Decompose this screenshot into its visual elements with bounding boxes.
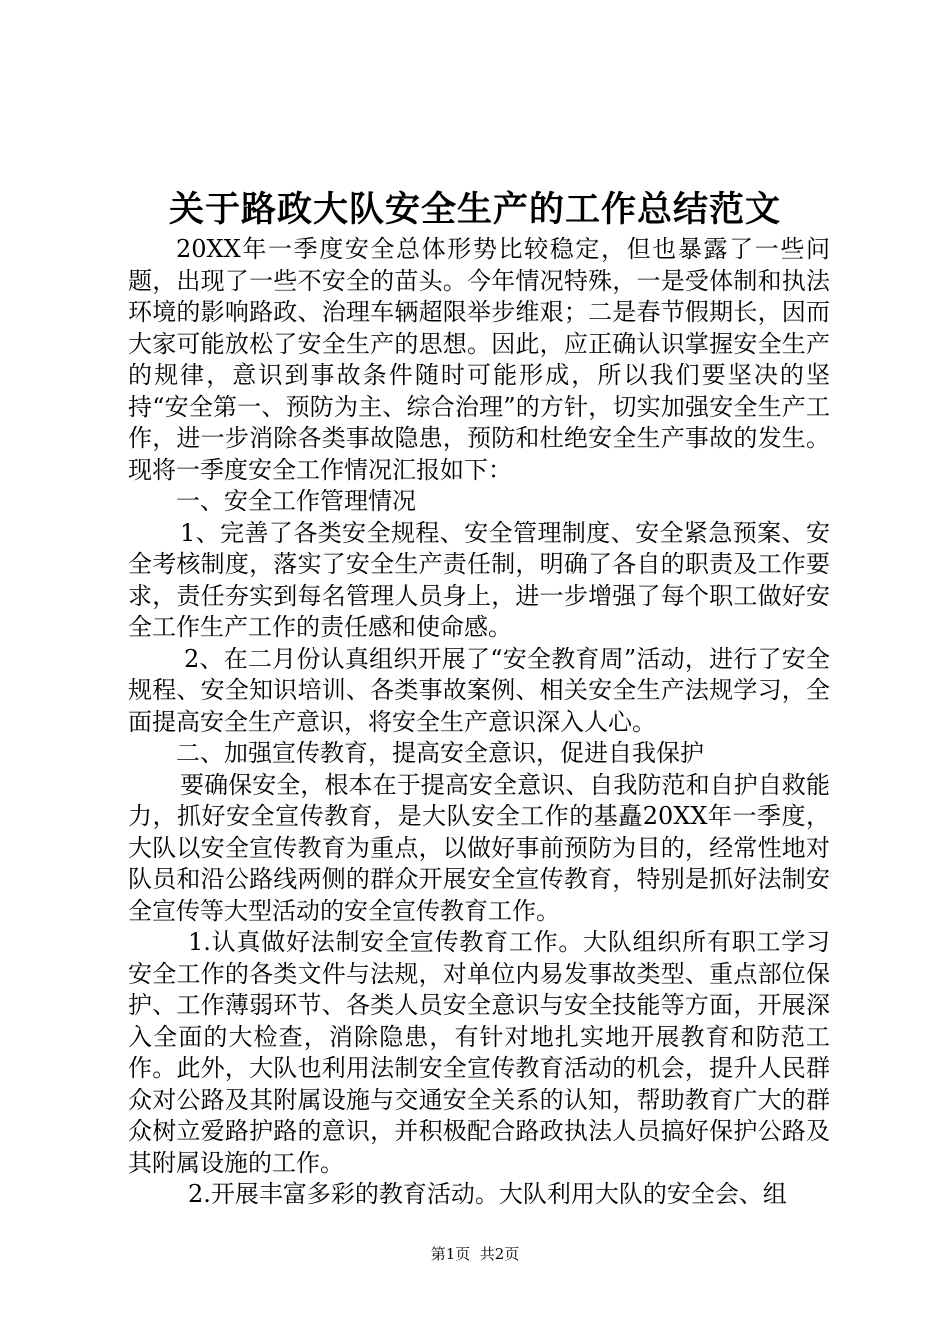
- paragraph-safety-awareness: 要确保安全，根本在于提高安全意识、自我防范和自护自救能力，抓好安全宣传教育，是大队安全工作的基矗20XX年一季度，大队以安全宣传教育为重点，以做好事前预防为目的，经常性地对队员和沿公路线两侧的群众开展安全宣传教育，特别是抓好法制安全宣传等大型活动的安全宣传教育工作。: [128, 770, 830, 925]
- section-heading-1: 一、安全工作管理情况: [176, 487, 416, 515]
- document-title: 关于路政大队安全生产的工作总结范文: [168, 189, 781, 230]
- document-body: [128, 234, 830, 1211]
- section-heading-2: 二、加强宣传教育，提高安全意识，促进自我保护: [176, 739, 704, 767]
- paragraph-intro: 20XX年一季度安全总体形势比较稳定，但也暴露了一些问题，出现了一些不安全的苗头。今年情况特殊，一是受体制和执法环境的影响路政、治理车辆超限举步维艰；二是春节假期长，因而大家可能放松了安全生产的思想。因此，应正确认识掌握安全生产的规律，意识到事故条件随时可能形成，所以我们要坚决的坚持“安全第一、预防为主、综合治理”的方针，切实加强安全生产工作，进一步消除各类事故隐患，预防和杜绝安全生产事故的发生。现将一季度安全工作情况汇报如下：: [128, 235, 830, 484]
- page-footer: [0, 1244, 950, 1264]
- paragraph-item-2: 2、在二月份认真组织开展了“安全教育周”活动，进行了安全规程、安全知识培训、各类事故案例、相关安全生产法规学习，全面提高安全生产意识，将安全生产意识深入人心。: [128, 644, 830, 736]
- page-number: 第1页 共2页: [430, 1245, 520, 1263]
- paragraph-item-1: 1、完善了各类安全规程、安全管理制度、安全紧急预案、安全考核制度，落实了安全生产责任制，明确了各自的职责及工作要求，责任夯实到每名管理人员身上，进一步增强了每个职工做好安全工作生产工作的责任感和使命感。: [128, 518, 830, 641]
- paragraph-legal-education: 1.认真做好法制安全宣传教育工作。大队组织所有职工学习安全工作的各类文件与法规，对单位内易发事故类型、重点部位保护、工作薄弱环节、各类人员安全意识与安全技能等方面，开展深入全面的大检查，消除隐患，有针对地扎实地开展教育和防范工作。此外，大队也利用法制安全宣传教育活动的机会，提升人民群众对公路及其附属设施与交通安全关系的认知，帮助教育广大的群众树立爱路护路的意识，并积极配合路政执法人员搞好保护公路及其附属设施的工作。: [128, 928, 830, 1177]
- paragraph-activities: 2.开展丰富多彩的教育活动。大队利用大队的安全会、组: [188, 1180, 787, 1208]
